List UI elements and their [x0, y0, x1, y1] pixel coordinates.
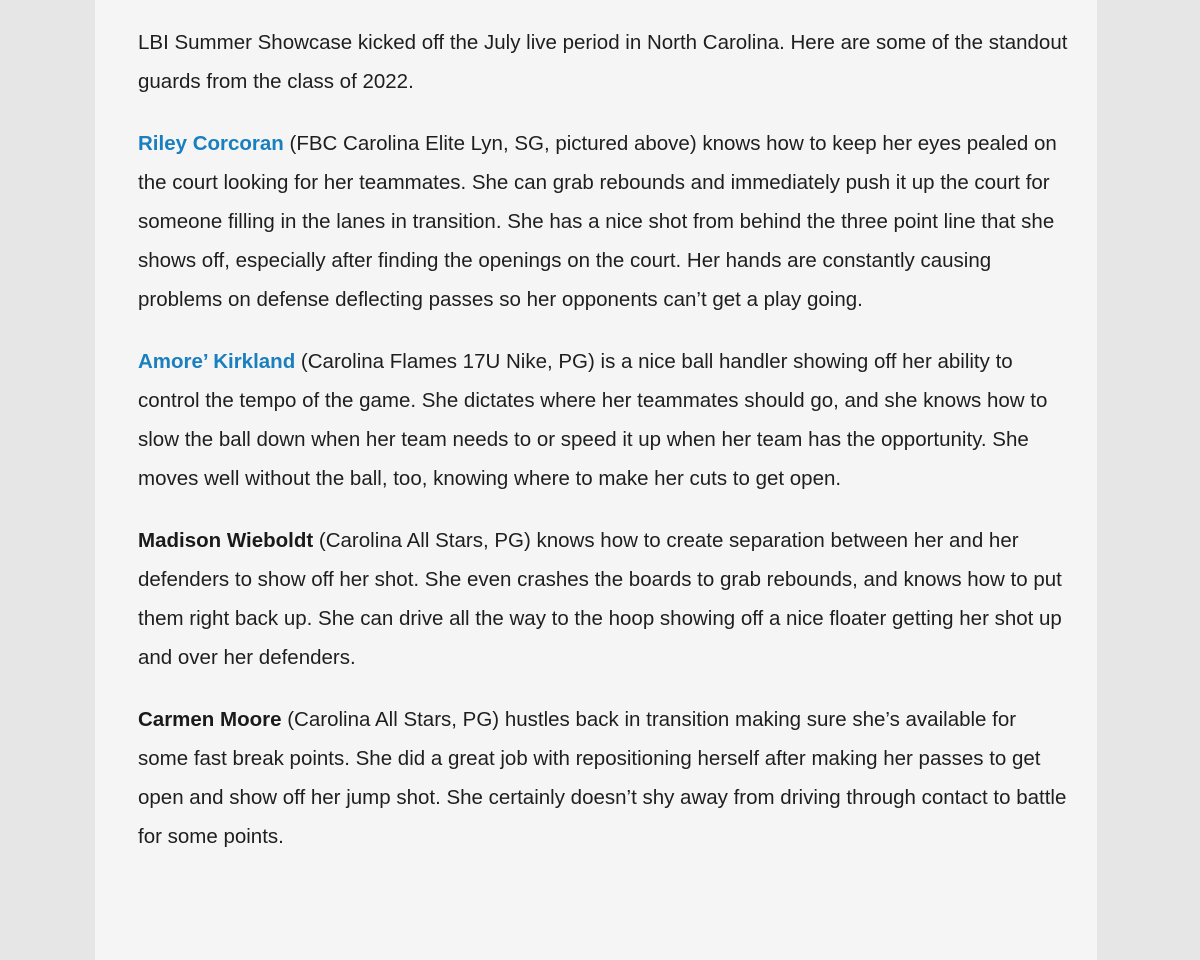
player-paragraph-riley-corcoran	[138, 124, 1068, 319]
player-description: (Carolina All Stars, PG) knows how to create separation between her and her defenders to show off her shot. She even crashes the boards to grab rebounds, and knows how to put them right back up. She can drive all the way to the hoop showing off a nice floater getting her shot up and over her defenders.	[138, 529, 1062, 669]
player-link-amore-kirkland[interactable]: Amore’ Kirkland	[138, 350, 296, 373]
article-body	[95, 0, 1097, 960]
player-paragraph-amore-kirkland	[138, 342, 1068, 498]
player-description: (Carolina All Stars, PG) hustles back in transition making sure she’s available for some fast break points. She did a great job with repositioning herself after making her passes to get open and show off her jump shot. She certainly doesn’t shy away from driving through contact to battle for some points.	[138, 708, 1067, 848]
player-description: (FBC Carolina Elite Lyn, SG, pictured above) knows how to keep her eyes pealed on the court looking for her teammates. She can grab rebounds and immediately push it up the court for someone filling in the lanes in transition. She has a nice shot from behind the three point line that she shows off, especially after finding the openings on the court. Her hands are constantly causing problems on defense deflecting passes so her opponents can’t get a play going.	[138, 132, 1057, 311]
player-link-riley-corcoran[interactable]: Riley Corcoran	[138, 132, 284, 155]
player-paragraph-carmen-moore	[138, 700, 1068, 856]
player-description: (Carolina Flames 17U Nike, PG) is a nice ball handler showing off her ability to control the tempo of the game. She dictates where her teammates should go, and she knows how to slow the ball down when her team needs to or speed it up when her team has the opportunity. She moves well without the ball, too, knowing where to make her cuts to get open.	[138, 350, 1048, 490]
player-name-carmen-moore: Carmen Moore	[138, 708, 282, 731]
player-name-madison-wieboldt: Madison Wieboldt	[138, 529, 314, 552]
player-paragraph-madison-wieboldt	[138, 521, 1068, 677]
intro-paragraph: LBI Summer Showcase kicked off the July live period in North Carolina. Here are some of the standout guards from the class of 2022.	[138, 31, 1068, 93]
